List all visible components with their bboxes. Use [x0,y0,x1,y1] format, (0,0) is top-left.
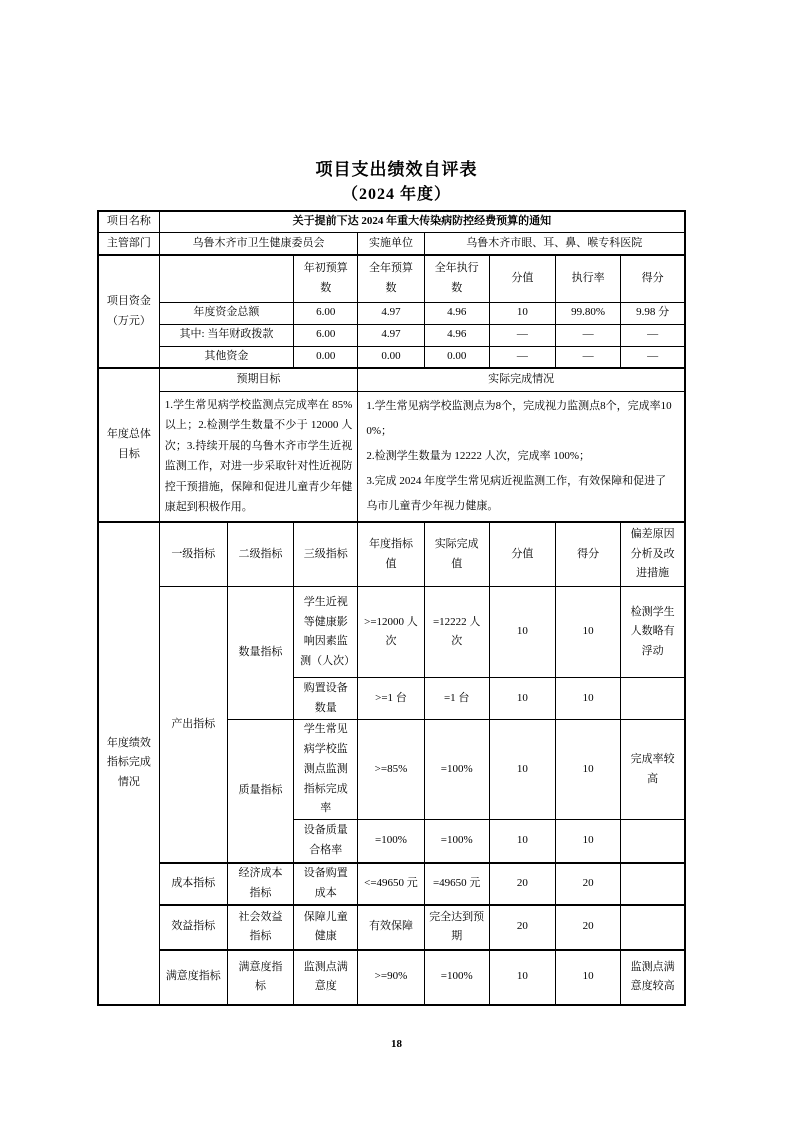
dept-label: 主管部门 [98,232,159,255]
indicator-actual: =100% [424,950,489,1005]
funding-header-score: 得分 [621,255,685,302]
indicators-header-lvl2: 二级指标 [227,522,293,587]
indicator-lvl2: 经济成本指标 [227,863,293,905]
indicator-score: 10 [556,678,621,720]
indicator-target: >=90% [358,950,424,1005]
indicator-score-weight: 10 [489,820,555,863]
funding-name-header-blank [159,255,293,302]
page-title: 项目支出绩效自评表 [315,160,478,179]
indicator-score: 20 [556,905,621,950]
funding-cell: 99.80% [556,302,621,324]
goals-section-label: 年度总体目标 [98,368,159,522]
indicator-deviation: 检测学生人数略有浮动 [621,587,685,678]
indicator-score-weight: 20 [489,905,555,950]
indicator-score-weight: 10 [489,950,555,1005]
indicator-deviation [621,820,685,863]
indicator-score: 10 [556,720,621,820]
indicator-score: 10 [556,950,621,1005]
indicators-section-label: 年度绩效指标完成情况 [98,522,159,1005]
page-subtitle: （2024 年度） [341,186,451,203]
indicator-target: 有效保障 [358,905,424,950]
funding-row-name: 其中: 当年财政拨款 [159,324,293,346]
indicator-actual: =100% [424,720,489,820]
indicator-deviation [621,905,685,950]
goals-expected-header: 预期目标 [159,368,358,391]
funding-cell: 0.00 [358,346,424,368]
indicators-header-score-weight: 分值 [489,522,555,587]
indicator-deviation: 监测点满意度较高 [621,950,685,1005]
funding-cell: 10 [489,302,555,324]
funding-cell: 9.98 分 [621,302,685,324]
indicator-score: 10 [556,587,621,678]
indicator-deviation: 完成率较高 [621,720,685,820]
funding-row-name: 其他资金 [159,346,293,368]
indicator-lvl3: 设备质量合格率 [294,820,358,863]
funding-section-label: 项目资金（万元） [98,255,159,368]
indicator-score-weight: 10 [489,587,555,678]
indicator-target: >=1 台 [358,678,424,720]
indicator-lvl3: 监测点满意度 [294,950,358,1005]
indicator-score-weight: 10 [489,678,555,720]
dept-value: 乌鲁木齐市卫生健康委员会 [159,232,358,255]
funding-cell: — [489,346,555,368]
goals-actual-text [358,391,685,522]
indicator-lvl1: 满意度指标 [159,950,227,1005]
funding-cell: — [556,324,621,346]
page-number: 18 [391,1038,402,1050]
project-name-label: 项目名称 [98,211,159,232]
indicator-actual: =1 台 [424,678,489,720]
indicator-lvl1-output: 产出指标 [159,587,227,863]
indicators-header-deviation: 偏差原因分析及改进措施 [621,522,685,587]
funding-cell: — [621,324,685,346]
impl-value: 乌鲁木齐市眼、耳、鼻、喉专科医院 [424,232,685,255]
indicator-actual: =12222 人次 [424,587,489,678]
indicator-deviation [621,863,685,905]
indicator-lvl3: 购置设备数量 [294,678,358,720]
funding-cell: 4.96 [424,302,489,324]
project-name-value: 关于提前下达 2024 年重大传染病防控经费预算的通知 [159,211,685,232]
indicators-header-actual: 实际完成值 [424,522,489,587]
indicator-actual: =100% [424,820,489,863]
indicator-lvl2-quantity: 数量指标 [227,587,293,720]
indicator-deviation [621,678,685,720]
goals-expected-text: 1.学生常见病学校监测点完成率在 85%以上；2.检测学生数量不少于 12000 人次；3.持续开展的乌鲁木齐市学生近视监测工作，对进一步采取针对性近视防控干预措施，保障和促进儿童青少年健康起到积极作用。 [159,391,358,522]
funding-cell: 0.00 [424,346,489,368]
indicators-header-lvl3: 三级指标 [294,522,358,587]
indicator-lvl2-quality: 质量指标 [227,720,293,863]
indicator-target: >=85% [358,720,424,820]
indicator-score: 20 [556,863,621,905]
indicators-header-target: 年度指标值 [358,522,424,587]
indicator-score: 10 [556,820,621,863]
indicator-score-weight: 10 [489,720,555,820]
indicator-actual: 完全达到预期 [424,905,489,950]
indicator-lvl1: 成本指标 [159,863,227,905]
funding-header-score-weight: 分值 [489,255,555,302]
impl-label: 实施单位 [358,232,424,255]
funding-cell: 4.97 [358,302,424,324]
indicator-target: =100% [358,820,424,863]
funding-cell: — [621,346,685,368]
goals-actual-line: 2.检测学生数量为 12222 人次，完成率 100%； [366,449,591,462]
goals-actual-header: 实际完成情况 [358,368,685,391]
indicator-target: <=49650 元 [358,863,424,905]
funding-cell: — [489,324,555,346]
indicator-score-weight: 20 [489,863,555,905]
funding-cell: 6.00 [294,302,358,324]
indicators-header-score: 得分 [556,522,621,587]
funding-cell: 6.00 [294,324,358,346]
goals-actual-line: 1.学生常见病学校监测点为8个，完成视力监测点8个，完成率100%； [366,399,672,437]
funding-cell: — [556,346,621,368]
indicator-lvl3: 学生近视等健康影响因素监测（人次） [294,587,358,678]
indicator-lvl3: 设备购置成本 [294,863,358,905]
funding-header-annual-budget: 全年预算数 [358,255,424,302]
funding-header-executed: 全年执行数 [424,255,489,302]
funding-row-name: 年度资金总额 [159,302,293,324]
goals-actual-line: 3.完成 2024 年度学生常见病近视监测工作，有效保障和促进了乌市儿童青少年视力健康。 [366,474,667,512]
indicator-target: >=12000 人次 [358,587,424,678]
indicator-lvl2: 社会效益指标 [227,905,293,950]
funding-header-exec-rate: 执行率 [556,255,621,302]
funding-cell: 4.97 [358,324,424,346]
self-evaluation-table [97,210,686,1006]
funding-cell: 4.96 [424,324,489,346]
indicators-header-lvl1: 一级指标 [159,522,227,587]
indicator-lvl3: 保障儿童健康 [294,905,358,950]
funding-cell: 0.00 [294,346,358,368]
indicator-actual: =49650 元 [424,863,489,905]
indicator-lvl3: 学生常见病学校监测点监测指标完成率 [294,720,358,820]
funding-header-initial-budget: 年初预算数 [294,255,358,302]
indicator-lvl1: 效益指标 [159,905,227,950]
indicator-lvl2: 满意度指标 [227,950,293,1005]
